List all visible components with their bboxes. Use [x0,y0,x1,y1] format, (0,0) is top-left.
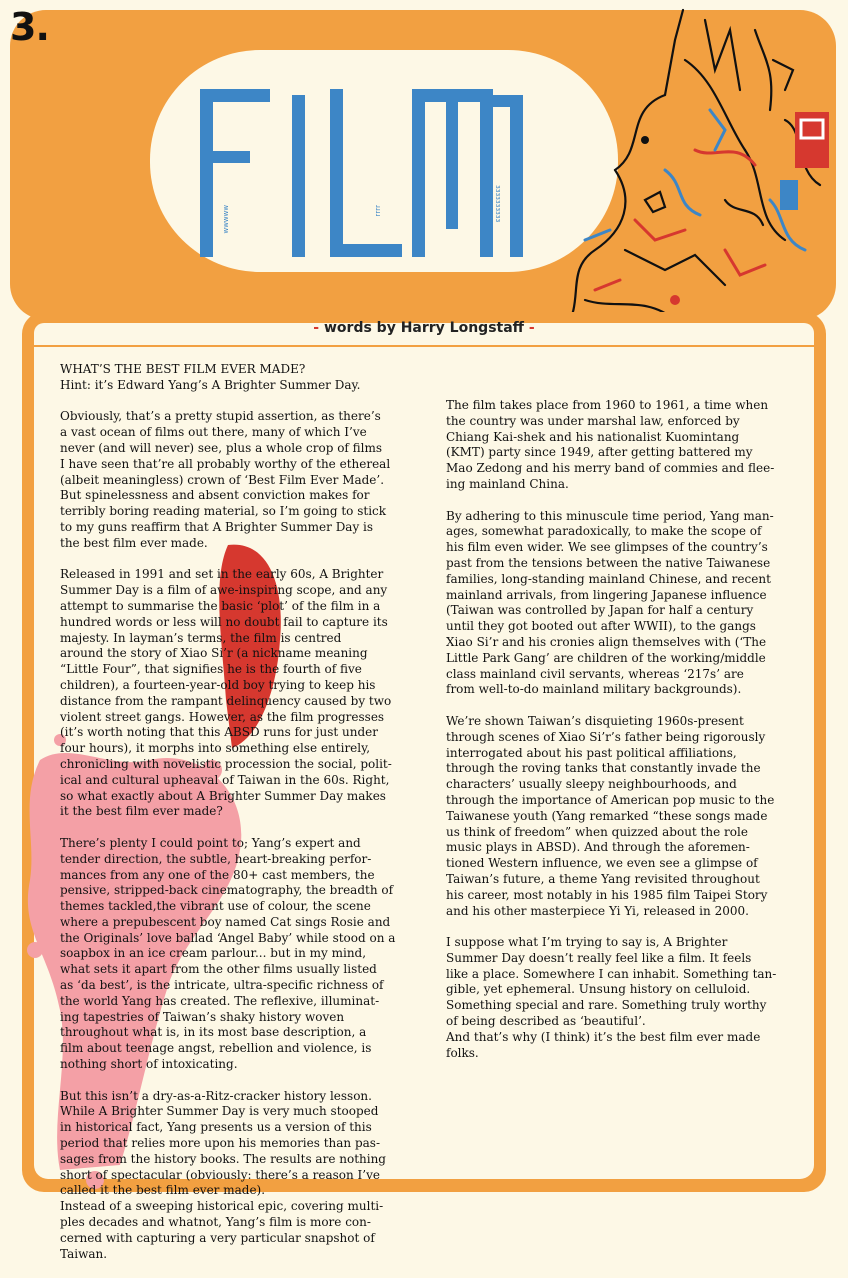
article-paragraph: The film takes place from 1960 to 1961, a time when the country was under marshal law, enforced by Chiang Kai-shek and his nationalist Kuomintang (KMT) party since 1949, after getting battered my Mao Zedong and his merry band of commies and flee- ing mainland China. [446,398,775,491]
svg-text:ɜɜɜɜɜɜɜɜɜɜ: ɜɜɜɜɜɜɜɜɜɜ [494,185,502,223]
byline-text: words by Harry Longstaff [323,320,525,336]
article-paragraph: We’re shown Taiwan’s disquieting 1960s-present through scenes of Xiao Si’r’s father being rigorously interrogated about his past political affiliations, through the roving tanks that constantly invade the characters’ usually sleepy neighbourhoods, and through the importance of American pop music to the Taiwanese youth (Yang remarked “these songs made us think of freedom” when quizzed about the role music plays in ABSD). And through the aforemen- tioned Western influence, we even see a glimpse of Taiwan’s future, a theme Yang revisited throughout his career, most notably in his 1985 film Taipei Story and his other masterpiece Yi Yi, released in 2000. [446,713,775,918]
page-number: 3. [10,5,49,49]
article-column-right [446,398,812,1077]
svg-text:ɹɹɹɹ: ɹɹɹɹ [374,205,382,217]
article-paragraph: I suppose what I’m trying to say is, A Brighter Summer Day doesn’t really feel like a film. It feels like a place. Somewhere I can inhabit. Something tan- gible, yet ephemeral. Unsung history on celluloid. Something special and rare. Something truly worthy of being described as ‘beautiful’. And that’s why (I think) it’s the best film ever made folks. [446,935,777,1060]
article-paragraph: Obviously, that’s a pretty stupid assertion, as there’s a vast ocean of films out there, many of which I’ve never (and will never) see, plus a whole crop of films I have seen that’re all probably worthy of the ethereal (albeit meaningless) crown of ‘Best Film Ever Made’. But spinelessness and absent conviction makes for terribly boring reading material, so I’m going to stick to my guns reaffirm that A Brighter Summer Day is the best film ever made. [60,409,391,550]
article-paragraph: By adhering to this minuscule time period, Yang man- ages, somewhat paradoxically, to make the scope of his film even wider. We see glimpses of the country’s past from the tensions between the native Taiwanese families, long-standing mainland Chinese, and recent mainland arrivals, from lingering Japanese influence (Taiwan was controlled by Japan for half a century until they got booted out after WWII), to the gangs Xiao Si’r and his cronies align themselves with (‘The Little Park Gang’ are children of the working/middle class mainland civil servants, whereas ‘217s’ are from well-to-do mainland military backgrounds). [446,508,774,697]
byline-dash-right: - [528,320,535,336]
article-paragraph: There’s plenty I could point to; Yang’s expert and tender direction, the subtle, heart-breaking perfor- mances from any one of the 80+ cast members, the pensive, stripped-back cinematography, the breadth of themes tackled,the vibrant use of colour, the scene where a prepubescent boy named Cat sings Rosie and the Originals’ love ballad ‘Angel Baby’ while stood on a soapbox in an ice cream parlour... but in my mind, what sets it apart from the other films usually listed as ‘da best’, is the intricate, ultra-specific richness of the world Yang has created. The reflexive, illuminat- ing tapestries of Taiwan’s shaky history woven throughout what is, in its most base description, a film about teenage angst, rebellion and violence, is nothing short of intoxicating. [60,835,396,1072]
article-column-left [60,362,438,1278]
article-paragraph: But this isn’t a dry-as-a-Ritz-cracker history lesson. While A Brighter Summer Day is very much stooped in historical fact, Yang presents us a version of this period that relies more upon his memories than pas- sages from the history books. The results are nothing short of spectacular (obviously: there’s a reason I’ve called it the best film ever made). Instead of a sweeping historical epic, covering multi- ples decades and whatnot, Yang’s film is more con- cerned with capturing a very particular snapshot of Taiwan. [60,1088,386,1261]
article-paragraph: WHAT’S THE BEST FILM EVER MADE? Hint: it’s Edward Yang’s A Brighter Summer Day. [60,362,361,392]
svg-text:ʍʍʍʍʍ: ʍʍʍʍʍ [222,205,230,234]
byline-dash-left: - [313,320,320,336]
article-paragraph: Released in 1991 and set in the early 60s, A Brighter Summer Day is a film of awe-inspiring scope, and any attempt to summarise the basic ‘plot’ of the film in a hundred words or less will no doubt fail to capture its majesty. In layman’s terms, the film is centred around the story of Xiao Si’r (a nickname meaning “Little Four”, that signifies he is the fourth of five children), a fourteen-year-old boy trying to keep his distance from the rampant delinquency caused by two violent street gangs. However, as the film progresses (it’s worth noting that this ABSD runs for just under four hours), it morphs into something else entirely, chronicling with novelistic procession the social, polit- ical and cultural upheaval of Taiwan in the 60s. Right, so what exactly about A Brighter Summer Day makes it the best film ever made? [60,567,392,819]
